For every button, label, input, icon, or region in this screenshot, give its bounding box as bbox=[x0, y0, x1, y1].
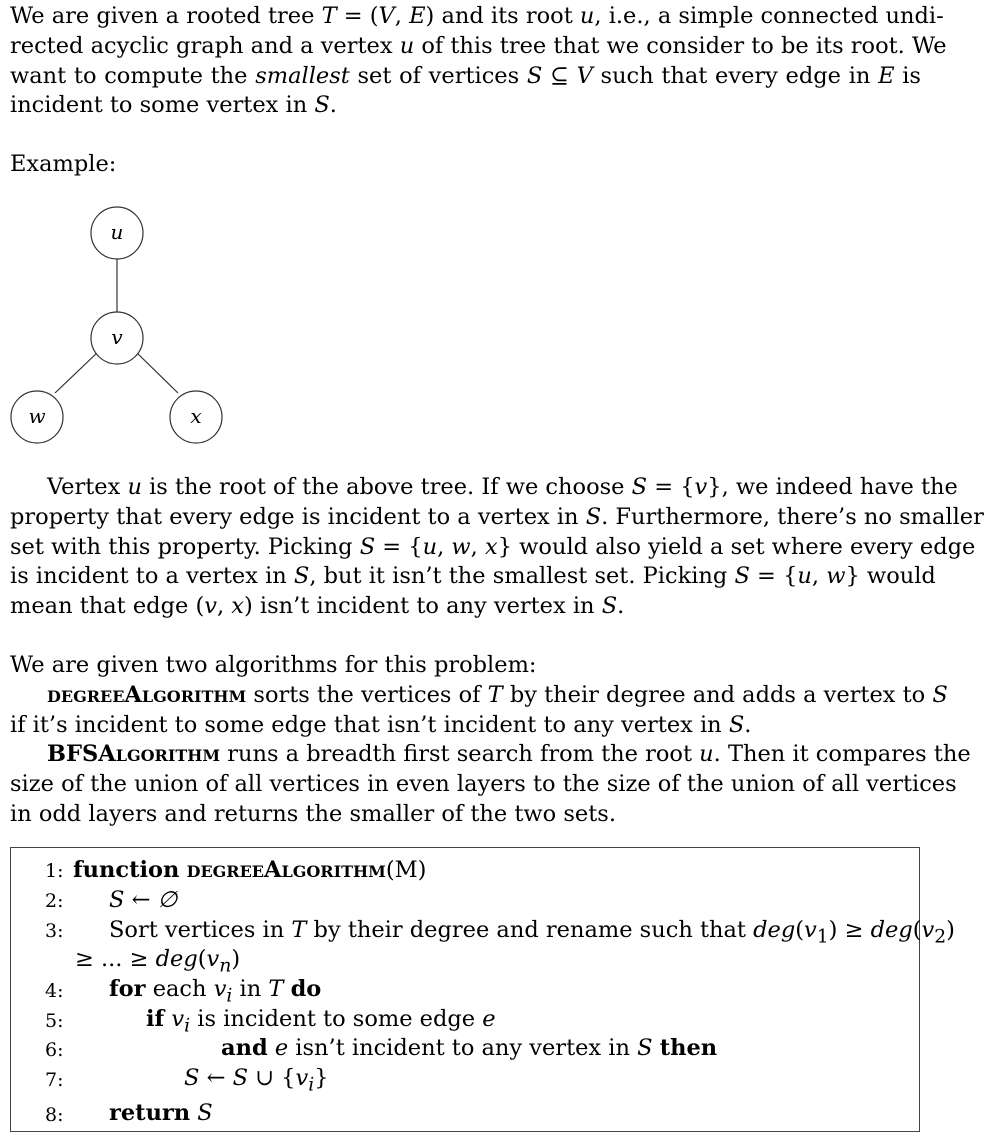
edge-v-w bbox=[55, 351, 99, 393]
intro-line-3: want to compute the smallest set of vertices S ⊆ V such that every edge in E is bbox=[10, 62, 921, 89]
pseudocode-line-3a: Sort vertices in T by their degree and rename such that $deg(v_1) \ge deg(v_2)$ bbox=[109, 917, 955, 948]
discussion-line-1: Vertex u is the root of the above tree. If we choose S = {v}, we indeed have the bbox=[47, 474, 958, 500]
intro-line-2: rected acyclic graph and a vertex u of this tree that we consider to be its root. We bbox=[10, 32, 947, 59]
degree-algorithm-name: degreeAlgorithm bbox=[47, 681, 247, 708]
line-number-4: 4: bbox=[45, 980, 64, 1002]
node-v bbox=[91, 312, 143, 364]
discussion-line-2: property that every edge is incident to a vertex in S. Furthermore, there’s no smaller bbox=[10, 503, 984, 530]
pseudocode-box bbox=[10, 847, 955, 1132]
svg-text:w: w bbox=[28, 404, 46, 428]
intro-paragraph bbox=[10, 2, 947, 121]
edge-v-x bbox=[135, 351, 178, 393]
node-x bbox=[170, 391, 222, 443]
line-number-5: 5: bbox=[45, 1010, 64, 1032]
discussion-line-3: set with this property. Picking S = {u, w, x} would also yield a set where every edge bbox=[10, 533, 976, 560]
intro-line-4: incident to some vertex in S. bbox=[10, 92, 337, 119]
pseudocode-line-3b: ≥ ... ≥ $deg(v_n)$ bbox=[75, 946, 241, 977]
pseudocode-line-6: and e isn’t incident to any vertex in S then bbox=[221, 1035, 718, 1061]
line-number-3: 3: bbox=[45, 920, 64, 942]
line-number-7: 7: bbox=[45, 1069, 64, 1091]
intro-line-1: We are given a rooted tree T = (V, E) and its root u, i.e., a simple connected undi- bbox=[10, 3, 944, 29]
line-number-1: 1: bbox=[45, 860, 64, 882]
pseudocode-line-1: function degreeAlgorithm(M) bbox=[73, 857, 427, 883]
node-w bbox=[11, 391, 63, 443]
node-u bbox=[91, 207, 143, 259]
svg-text:v: v bbox=[111, 325, 123, 349]
bfs-desc-line-3: in odd layers and returns the smaller of the two sets. bbox=[10, 800, 616, 827]
pseudocode-line-8: return S bbox=[109, 1100, 213, 1126]
pseudocode-line-7: S ← S ∪ $\{v_i\}$ bbox=[184, 1065, 329, 1096]
pseudocode-line-2: S ← ∅ bbox=[109, 887, 178, 913]
degree-desc-line-1: degreeAlgorithm sorts the vertices of T by their degree and adds a vertex to S bbox=[47, 681, 948, 708]
line-number-8: 8: bbox=[45, 1104, 64, 1126]
bfs-desc-line-1: BFSAlgorithm runs a breadth first search from the root u. Then it compares the bbox=[47, 741, 971, 768]
line-number-2: 2: bbox=[45, 890, 64, 912]
bfs-desc-line-2: size of the union of all vertices in even layers to the size of the union of all vertices bbox=[10, 771, 957, 798]
pseudocode-line-4: for each $v_i$ in T do bbox=[109, 976, 322, 1007]
svg-text:u: u bbox=[110, 220, 124, 244]
line-number-6: 6: bbox=[45, 1039, 64, 1061]
tree-diagram bbox=[0, 195, 240, 455]
example-label: Example: bbox=[10, 151, 117, 177]
discussion-line-4: is incident to a vertex in S, but it isn’t the smallest set. Picking S = {u, w} would bbox=[10, 563, 936, 590]
algorithms-paragraph bbox=[10, 651, 971, 830]
svg-text:x: x bbox=[190, 404, 202, 428]
bfs-algorithm-name: BFSAlgorithm bbox=[47, 741, 221, 768]
discussion-line-5: mean that edge (v, x) isn’t incident to any vertex in S. bbox=[10, 593, 625, 620]
pseudocode-line-5: if $v_i$ is incident to some edge e bbox=[146, 1006, 496, 1037]
discussion-paragraph bbox=[10, 473, 984, 622]
algorithms-intro: We are given two algorithms for this problem: bbox=[10, 652, 537, 678]
degree-desc-line-2: if it’s incident to some edge that isn’t incident to any vertex in S. bbox=[10, 711, 752, 738]
